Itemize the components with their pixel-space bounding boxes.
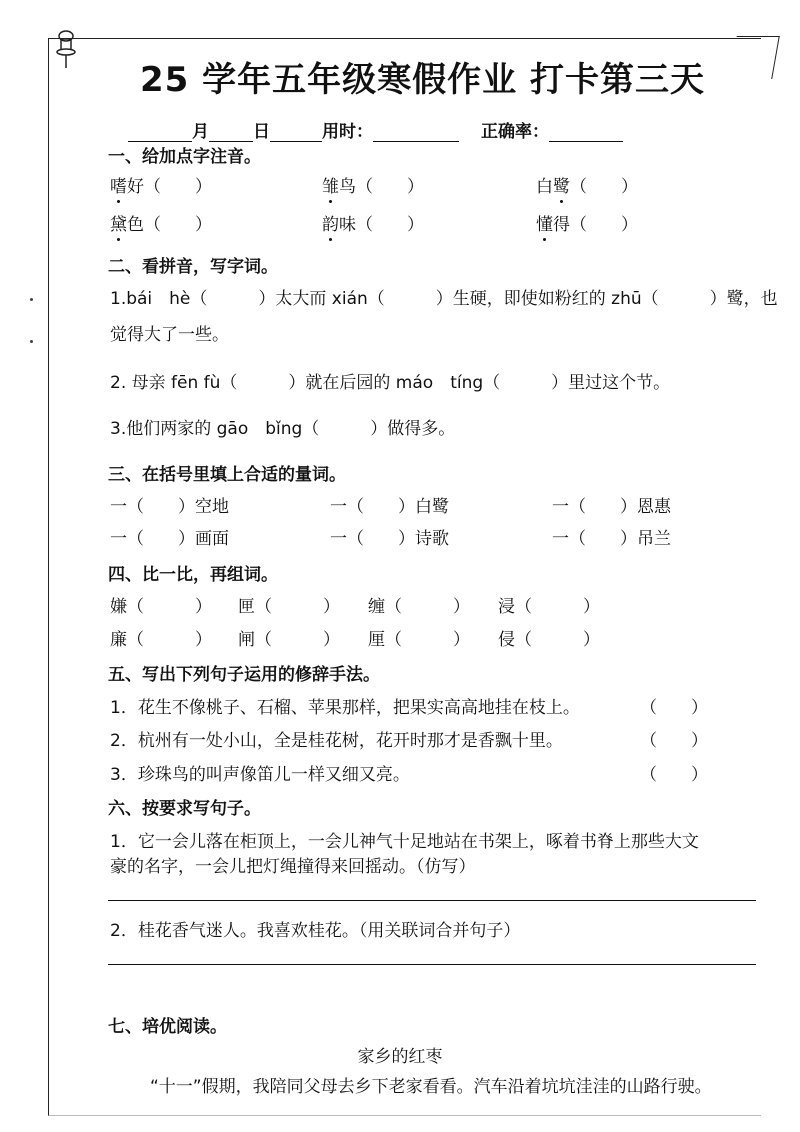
s3-item-5[interactable]: 一（ ）诗歌 [330, 529, 449, 549]
s3-item-3[interactable]: 一（ ）恩惠 [552, 497, 671, 517]
s5-answer-2[interactable]: （ ） [640, 731, 708, 751]
s3-item-4[interactable]: 一（ ）画面 [110, 529, 229, 549]
s6-question-1: 1．它一会儿落在柜顶上，一会儿神气十足地站在书架上，啄着书脊上那些大文 [110, 832, 699, 852]
pushpin-icon [52, 28, 80, 70]
s3-item-1[interactable]: 一（ ）空地 [110, 497, 229, 517]
s1-item-3[interactable]: 白鹭（ ） [536, 172, 638, 197]
hour-blank[interactable] [270, 123, 322, 142]
section-3-heading: 三、在括号里填上合适的量词。 [108, 465, 346, 485]
accuracy-blank[interactable] [549, 123, 623, 142]
time-blank[interactable] [373, 123, 459, 142]
s5-answer-1[interactable]: （ ） [640, 698, 708, 718]
section-4-heading: 四、比一比，再组词。 [108, 565, 278, 585]
s2-question-1-cont: 觉得大了一些。 [110, 325, 229, 345]
s6-answer-line-2[interactable] [108, 964, 756, 965]
s4-item-3[interactable]: 缠（ ） [368, 597, 470, 617]
s1-item-2[interactable]: 雏鸟（ ） [322, 172, 424, 197]
day-blank[interactable] [209, 123, 253, 142]
month-blank[interactable] [128, 123, 192, 142]
s2-question-3[interactable]: 3.他们两家的 gāo bǐng（ ）做得多。 [110, 419, 456, 439]
page-title: 25 学年五年级寒假作业 打卡第三天 [140, 60, 705, 100]
s2-question-2[interactable]: 2. 母亲 fēn fù（ ）就在后园的 máo tíng（ ）里过这个节。 [110, 373, 671, 393]
s1-item-1[interactable]: 嗜好（ ） [110, 172, 212, 197]
s5-question-2: 2．杭州有一处小山，全是桂花树，花开时那才是香飘十里。 [110, 731, 563, 751]
s4-item-5[interactable]: 廉（ ） [110, 630, 212, 650]
header-fields: 月 日 用时： 正确率： [128, 117, 623, 142]
section-5-heading: 五、写出下列句子运用的修辞手法。 [108, 665, 380, 685]
s1-item-5[interactable]: 韵味（ ） [322, 210, 424, 235]
s6-question-1-cont: 豪的名字，一会儿把灯绳撞得来回摇动。（仿写） [110, 857, 476, 877]
s1-item-6[interactable]: 懂得（ ） [536, 210, 638, 235]
section-7-heading: 七、培优阅读。 [108, 1017, 227, 1037]
s4-item-2[interactable]: 匣（ ） [238, 597, 340, 617]
scan-speck [30, 340, 33, 343]
scan-speck [30, 298, 33, 301]
s4-item-8[interactable]: 侵（ ） [498, 630, 600, 650]
s2-question-1[interactable]: 1.bái hè（ ）太大而 xián（ ）生硬，即使如粉红的 zhū（ ）鹭，也 [110, 289, 778, 309]
story-title: 家乡的红枣 [357, 1047, 443, 1067]
s3-item-2[interactable]: 一（ ）白鹭 [330, 497, 449, 517]
section-6-heading: 六、按要求写句子。 [108, 799, 261, 819]
story-first-line: “十一”假期，我陪同父母去乡下老家看看。汽车沿着坑坑洼洼的山路行驶。 [150, 1077, 712, 1097]
s4-item-1[interactable]: 嫌（ ） [110, 597, 212, 617]
s4-item-7[interactable]: 厘（ ） [368, 630, 470, 650]
page-curl [729, 36, 780, 79]
s6-answer-line-1[interactable] [108, 900, 756, 901]
s3-item-6[interactable]: 一（ ）吊兰 [552, 529, 671, 549]
s5-answer-3[interactable]: （ ） [640, 765, 708, 785]
s1-item-4[interactable]: 黛色（ ） [110, 210, 212, 235]
section-1-heading: 一、给加点字注音。 [108, 147, 261, 167]
s6-question-2: 2．桂花香气迷人。我喜欢桂花。（用关联词合并句子） [110, 921, 521, 941]
s5-question-1: 1．花生不像桃子、石榴、苹果那样，把果实高高地挂在枝上。 [110, 698, 580, 718]
s4-item-4[interactable]: 浸（ ） [498, 597, 600, 617]
section-2-heading: 二、看拼音，写字词。 [108, 257, 278, 277]
s5-question-3: 3．珍珠鸟的叫声像笛儿一样又细又亮。 [110, 765, 410, 785]
s4-item-6[interactable]: 闸（ ） [238, 630, 340, 650]
